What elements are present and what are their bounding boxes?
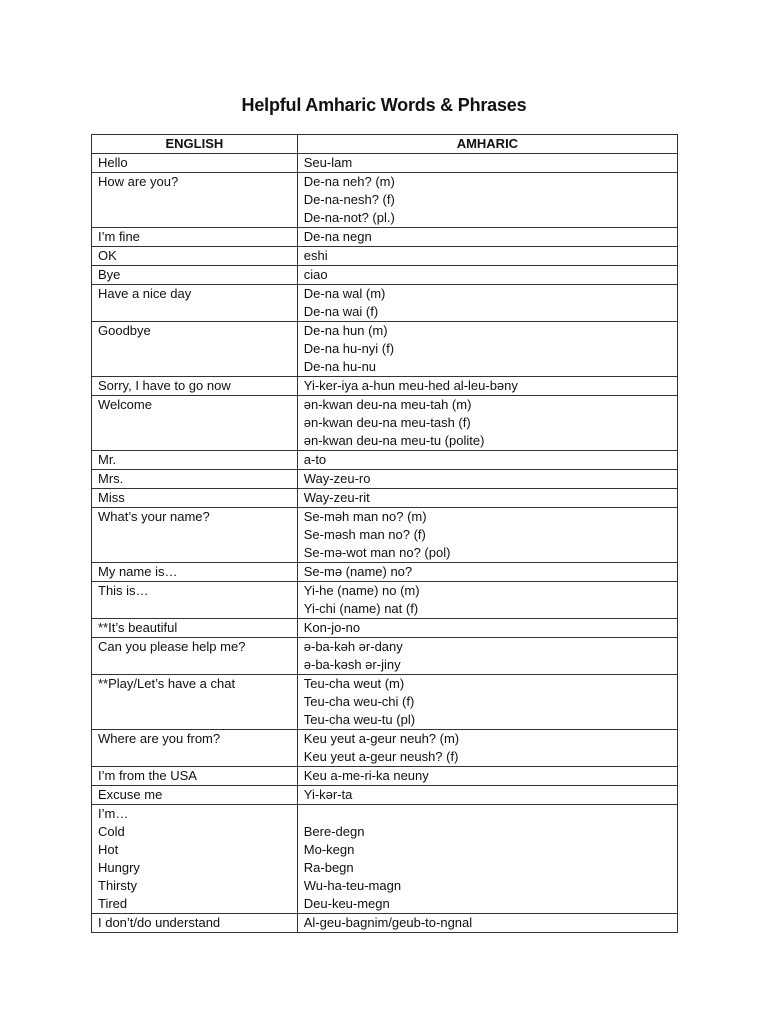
amharic-line: ə-ba-kəsh ər-jiny: [303, 657, 401, 672]
amharic-line: Keu yeut a-geur neuh? (m): [303, 731, 460, 746]
amharic-line: Yi-kər-ta: [303, 787, 353, 802]
amharic-cell: [297, 805, 677, 914]
amharic-line: ən-kwan deu-na meu-tu (polite): [303, 433, 485, 448]
english-cell: [92, 470, 298, 489]
amharic-line: ciao: [303, 267, 328, 282]
english-line: I’m from the USA: [98, 768, 197, 783]
amharic-line: Yi-ker-iya a-hun meu-hed al-leu-bəny: [303, 378, 518, 393]
amharic-cell: [297, 786, 677, 805]
amharic-cell: [297, 489, 677, 508]
table-row: [92, 767, 678, 786]
amharic-line: Al-geu-bagnim/geub-to-ngnal: [303, 915, 473, 930]
english-line: Tired: [98, 896, 128, 911]
english-line: Hello: [98, 155, 128, 170]
english-cell: [92, 619, 298, 638]
amharic-cell: [297, 675, 677, 730]
english-cell: [92, 228, 298, 247]
amharic-cell: [297, 228, 677, 247]
amharic-line: Yi-chi (name) nat (f): [303, 601, 419, 616]
amharic-line: Ra-begn: [303, 860, 354, 875]
amharic-cell: [297, 730, 677, 767]
amharic-cell: [297, 767, 677, 786]
english-line: Hungry: [98, 860, 140, 875]
english-line: I’m fine: [98, 229, 140, 244]
english-cell: [92, 154, 298, 173]
amharic-line: Yi-he (name) no (m): [303, 583, 420, 598]
english-cell: [92, 396, 298, 451]
amharic-line: Se-mə-wot man no? (pol): [303, 545, 451, 560]
english-cell: [92, 451, 298, 470]
amharic-cell: [297, 914, 677, 933]
table-row: [92, 638, 678, 675]
table-row: [92, 322, 678, 377]
amharic-line: De-na wai (f): [303, 304, 379, 319]
english-line: I don’t/do understand: [98, 915, 221, 930]
header-amharic: AMHARIC: [297, 135, 677, 154]
english-line: Mrs.: [98, 471, 124, 486]
english-line: Bye: [98, 267, 121, 282]
amharic-cell: [297, 154, 677, 173]
english-cell: [92, 638, 298, 675]
amharic-line: De-na hun (m): [303, 323, 388, 338]
amharic-line: Kon-jo-no: [303, 620, 361, 635]
amharic-line: Se-məh man no? (m): [303, 509, 427, 524]
english-cell: [92, 805, 298, 914]
english-cell: [92, 489, 298, 508]
english-line: Goodbye: [98, 323, 151, 338]
amharic-line: ən-kwan deu-na meu-tah (m): [303, 397, 472, 412]
amharic-cell: [297, 266, 677, 285]
amharic-cell: [297, 396, 677, 451]
table-header-row: [92, 135, 678, 154]
english-line: Mr.: [98, 452, 117, 467]
english-cell: [92, 173, 298, 228]
english-cell: [92, 563, 298, 582]
amharic-line: Teu-cha weut (m): [303, 676, 405, 691]
english-cell: [92, 767, 298, 786]
english-cell: [92, 247, 298, 266]
table-row: [92, 805, 678, 914]
english-cell: [92, 582, 298, 619]
amharic-line: Way-zeu-ro: [303, 471, 371, 486]
amharic-cell: [297, 377, 677, 396]
amharic-line: a-to: [303, 452, 327, 467]
table-row: [92, 675, 678, 730]
amharic-cell: [297, 508, 677, 563]
table-row: [92, 396, 678, 451]
amharic-line: Teu-cha weu-chi (f): [303, 694, 415, 709]
amharic-line: Deu-keu-megn: [303, 896, 390, 911]
amharic-cell: [297, 582, 677, 619]
document-title: Helpful Amharic Words & Phrases: [241, 95, 527, 115]
amharic-line: ə-ba-kəh ər-dany: [303, 639, 403, 654]
table-row: [92, 154, 678, 173]
english-cell: [92, 266, 298, 285]
table-row: [92, 489, 678, 508]
english-line: What’s your name?: [98, 509, 210, 524]
amharic-line: Bere-degn: [303, 824, 365, 839]
english-line: Welcome: [98, 397, 152, 412]
amharic-line: Seu-lam: [303, 155, 353, 170]
table-row: [92, 563, 678, 582]
english-line: **Play/Let’s have a chat: [98, 676, 236, 691]
english-line: Hot: [98, 842, 119, 857]
english-line: This is…: [98, 583, 149, 598]
english-line: My name is…: [98, 564, 178, 579]
amharic-line: De-na negn: [303, 229, 372, 244]
amharic-line: eshi: [303, 248, 328, 263]
amharic-line: Mo-kegn: [303, 842, 355, 857]
table-row: [92, 247, 678, 266]
english-cell: [92, 786, 298, 805]
english-line: I’m…: [98, 806, 129, 821]
amharic-line: Wu-ha-teu-magn: [303, 878, 402, 893]
table-row: [92, 730, 678, 767]
english-line: Can you please help me?: [98, 639, 246, 654]
english-line: **It’s beautiful: [98, 620, 178, 635]
table-row: [92, 451, 678, 470]
amharic-cell: [297, 247, 677, 266]
amharic-cell: [297, 285, 677, 322]
amharic-cell: [297, 470, 677, 489]
english-line: Have a nice day: [98, 286, 192, 301]
amharic-line: De-na hu-nyi (f): [303, 341, 395, 356]
english-line: Thirsty: [98, 878, 137, 893]
table-body: [92, 154, 678, 933]
amharic-line: Teu-cha weu-tu (pl): [303, 712, 416, 727]
table-row: [92, 228, 678, 247]
english-line: Where are you from?: [98, 731, 221, 746]
table-row: [92, 285, 678, 322]
table-row: [92, 470, 678, 489]
amharic-cell: [297, 563, 677, 582]
table-row: [92, 508, 678, 563]
amharic-line: De-na neh? (m): [303, 174, 395, 189]
table-row: [92, 582, 678, 619]
table-row: [92, 786, 678, 805]
english-line: Cold: [98, 824, 125, 839]
table-row: [92, 173, 678, 228]
english-line: Sorry, I have to go now: [98, 378, 231, 393]
english-line: How are you?: [98, 174, 179, 189]
english-cell: [92, 914, 298, 933]
english-line: Miss: [98, 490, 125, 505]
amharic-line: Se-məsh man no? (f): [303, 527, 426, 542]
amharic-line: Way-zeu-rit: [303, 490, 370, 505]
english-cell: [92, 508, 298, 563]
english-cell: [92, 377, 298, 396]
amharic-cell: [297, 619, 677, 638]
table-row: [92, 914, 678, 933]
amharic-cell: [297, 173, 677, 228]
english-cell: [92, 730, 298, 767]
table-row: [92, 377, 678, 396]
amharic-line: Keu a-me-ri-ka neuny: [303, 768, 429, 783]
amharic-line: ən-kwan deu-na meu-tash (f): [303, 415, 471, 430]
amharic-line: Se-mə (name) no?: [303, 564, 413, 579]
table-row: [92, 619, 678, 638]
english-cell: [92, 675, 298, 730]
table-row: [92, 266, 678, 285]
header-english: ENGLISH: [92, 135, 298, 154]
english-cell: [92, 322, 298, 377]
amharic-line: Keu yeut a-geur neush? (f): [303, 749, 459, 764]
english-line: OK: [98, 248, 117, 263]
amharic-line: De-na wal (m): [303, 286, 386, 301]
english-line: Excuse me: [98, 787, 163, 802]
english-cell: [92, 285, 298, 322]
amharic-line: De-na-not? (pl.): [303, 210, 395, 225]
amharic-line: De-na hu-nu: [303, 359, 377, 374]
amharic-cell: [297, 322, 677, 377]
amharic-cell: [297, 451, 677, 470]
phrase-table: [91, 134, 678, 933]
amharic-line: [304, 805, 671, 823]
amharic-line: De-na-nesh? (f): [303, 192, 395, 207]
amharic-cell: [297, 638, 677, 675]
